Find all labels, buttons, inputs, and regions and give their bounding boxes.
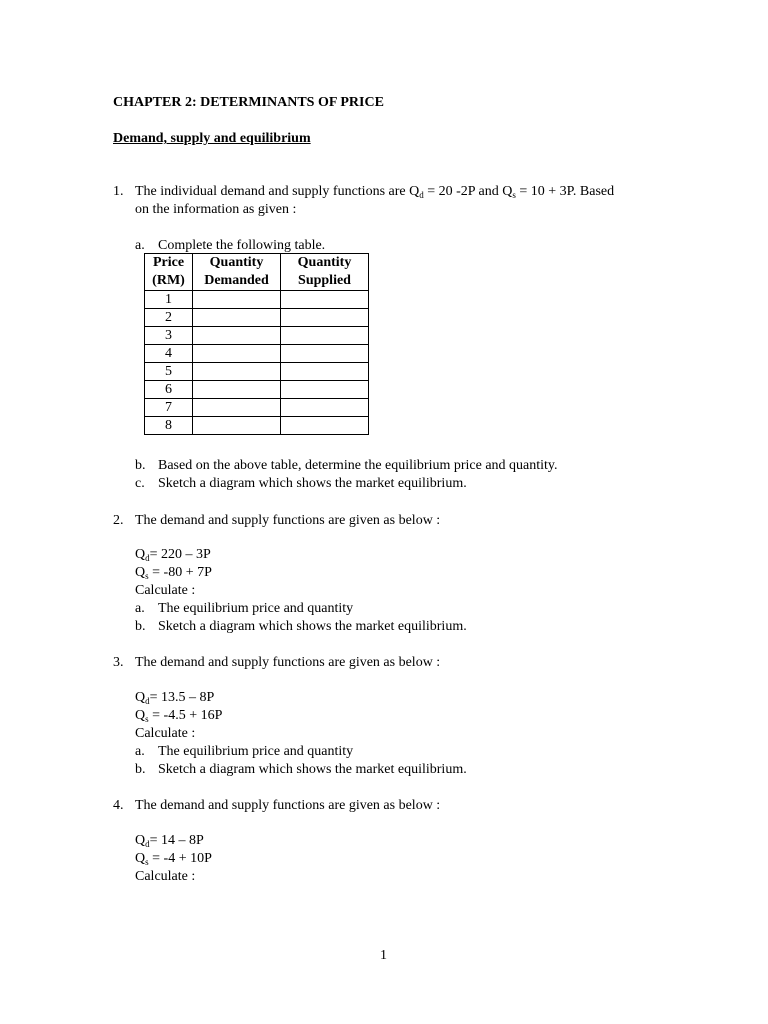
q4-calculate: Calculate : <box>135 869 196 884</box>
section-title: Demand, supply and equilibrium <box>113 131 311 146</box>
q1-number: 1. <box>113 184 124 199</box>
price-cell: 6 <box>145 381 193 399</box>
table-row <box>145 309 369 327</box>
q3-demand-function: $Q_d= 13.5 - 8P$ <box>135 690 215 706</box>
q1-c-text: Sketch a diagram which shows the market equilibrium. <box>158 476 467 491</box>
price-cell: 4 <box>145 345 193 363</box>
table-row <box>145 381 369 399</box>
q3-number: 3. <box>113 655 124 670</box>
q3-intro: The demand and supply functions are given as below : <box>135 655 441 670</box>
q1-b-label: b. <box>135 458 146 473</box>
demand-cell[interactable] <box>193 381 281 399</box>
demand-cell[interactable] <box>193 291 281 309</box>
q2-demand-function: $Q_d= 220 - 3P$ <box>135 547 211 563</box>
q2-supply-function: $Q_s = -80 + 7P$ <box>135 565 212 581</box>
supply-cell[interactable] <box>281 417 369 435</box>
q1-intro-line2: on the information as given : <box>135 202 297 217</box>
price-cell: 7 <box>145 399 193 417</box>
price-cell: 8 <box>145 417 193 435</box>
supply-cell[interactable] <box>281 327 369 345</box>
header-quantity-supplied: Quantity Supplied <box>281 254 369 291</box>
table-row <box>145 327 369 345</box>
header-price: Price (RM) <box>145 254 193 291</box>
q2-b-text: Sketch a diagram which shows the market equilibrium. <box>158 619 467 634</box>
q4-supply-function: $Q_s = -4 + 10P$ <box>135 851 212 867</box>
header-quantity-demanded: Quantity Demanded <box>193 254 281 291</box>
supply-cell[interactable] <box>281 363 369 381</box>
table-row <box>145 345 369 363</box>
table-row <box>145 291 369 309</box>
q4-intro: The demand and supply functions are given as below : <box>135 798 441 813</box>
demand-cell[interactable] <box>193 399 281 417</box>
supply-cell[interactable] <box>281 291 369 309</box>
q2-a-text: The equilibrium price and quantity <box>158 601 354 616</box>
supply-cell[interactable] <box>281 381 369 399</box>
q2-number: 2. <box>113 513 124 528</box>
demand-cell[interactable] <box>193 363 281 381</box>
demand-cell[interactable] <box>193 327 281 345</box>
q1-a-text: Complete the following table. <box>158 238 326 253</box>
table-row <box>145 417 369 435</box>
q1-b-text: Based on the above table, determine the equilibrium price and quantity. <box>158 458 558 473</box>
page-number: 1 <box>380 948 387 963</box>
table-header-row <box>145 254 369 291</box>
table-row <box>145 399 369 417</box>
supply-cell[interactable] <box>281 345 369 363</box>
table-row <box>145 363 369 381</box>
price-cell: 5 <box>145 363 193 381</box>
q3-supply-function: $Q_s = -4.5 + 16P$ <box>135 708 223 724</box>
q4-number: 4. <box>113 798 124 813</box>
demand-cell[interactable] <box>193 345 281 363</box>
q1-intro-line1: The individual demand and supply functions are $Q_d = 20$ -2P and $Q_s = 10 + 3P$. Based <box>135 184 615 200</box>
demand-cell[interactable] <box>193 309 281 327</box>
q3-b-label: b. <box>135 762 146 777</box>
q3-a-label: a. <box>135 744 145 759</box>
q2-intro: The demand and supply functions are given as below : <box>135 513 441 528</box>
supply-cell[interactable] <box>281 309 369 327</box>
q3-calculate: Calculate : <box>135 726 196 741</box>
q3-a-text: The equilibrium price and quantity <box>158 744 354 759</box>
price-cell: 3 <box>145 327 193 345</box>
price-cell: 2 <box>145 309 193 327</box>
q2-calculate: Calculate : <box>135 583 196 598</box>
supply-cell[interactable] <box>281 399 369 417</box>
chapter-title: CHAPTER 2: DETERMINANTS OF PRICE <box>113 95 384 110</box>
q1-c-label: c. <box>135 476 145 491</box>
q2-b-label: b. <box>135 619 146 634</box>
q2-a-label: a. <box>135 601 145 616</box>
q3-b-text: Sketch a diagram which shows the market equilibrium. <box>158 762 467 777</box>
q1-a-label: a. <box>135 238 145 253</box>
demand-cell[interactable] <box>193 417 281 435</box>
price-cell: 1 <box>145 291 193 309</box>
price-quantity-table <box>144 253 369 435</box>
q4-demand-function: $Q_d= 14 - 8P$ <box>135 833 204 849</box>
